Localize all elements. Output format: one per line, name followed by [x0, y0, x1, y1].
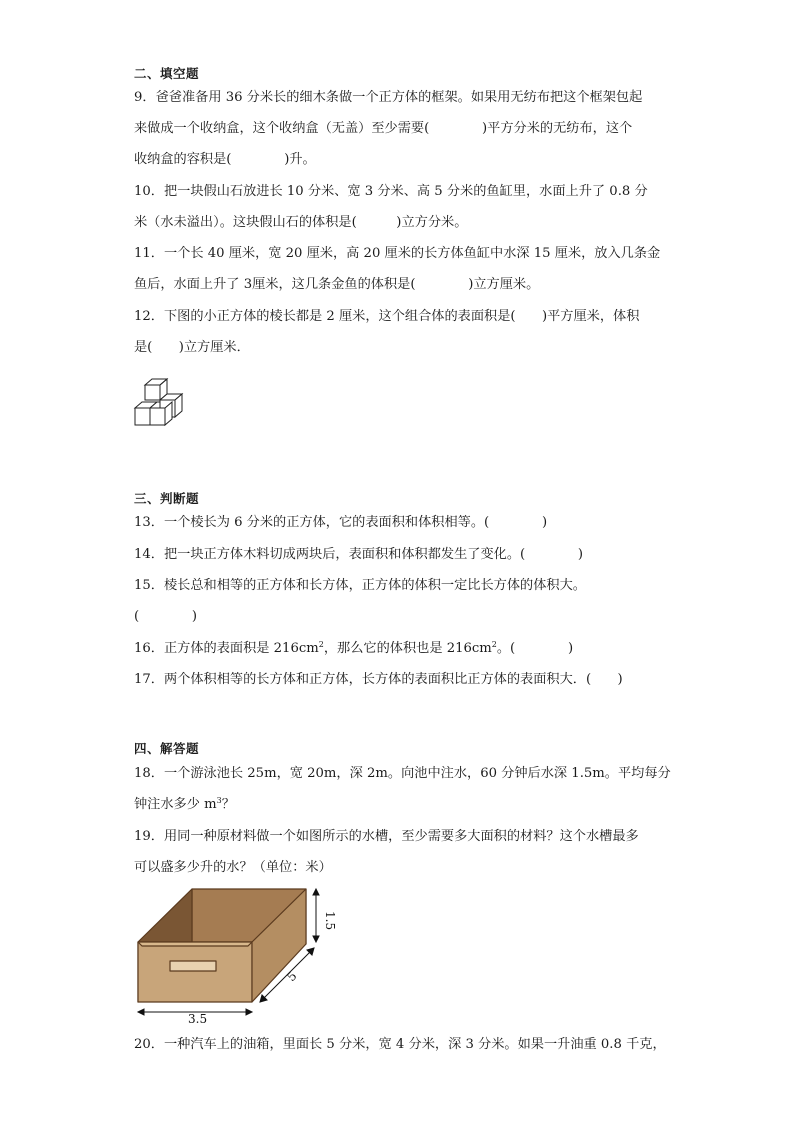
q13-line: 13．一个棱长为 6 分米的正方体，它的表面积和体积相等。( ) — [134, 515, 548, 530]
cubes-combination-figure — [132, 378, 190, 430]
section-title-judgement: 三、判断题 — [134, 491, 200, 506]
q15-line1: 15．棱长总和相等的正方体和长方体，正方体的体积一定比长方体的体积大。 — [134, 578, 586, 593]
trough-height-label: 1.5 — [323, 911, 337, 931]
q14-line: 14．把一块正方体木料切成两块后，表面积和体积都发生了变化。( ) — [134, 547, 584, 562]
q15-line2: ( ) — [134, 609, 198, 624]
section-title-solve: 四、解答题 — [134, 741, 200, 756]
q16-text-pre: 16．正方体的表面积是 216cm — [134, 641, 319, 656]
q16-sup1: 2 — [318, 640, 324, 649]
q9-line1: 9．爸爸准备用 36 分米长的细木条做一个正方体的框架。如果用无纺布把这个框架包起 — [134, 90, 643, 105]
q12-line1: 12．下图的小正方体的棱长都是 2 厘米，这个组合体的表面积是( )平方厘米，体积 — [134, 309, 640, 324]
trough-width-label: 5 — [284, 968, 300, 985]
q9-line2: 来做成一个收纳盒，这个收纳盒（无盖）至少需要( )平方分米的无纺布，这个 — [134, 121, 633, 136]
q18-text-pre: 钟注水多少 m — [134, 797, 217, 812]
water-trough-figure — [130, 884, 350, 1024]
q10-line1: 10．把一块假山石放进长 10 分米、宽 3 分米、高 5 分米的鱼缸里，水面上升了 0.8 分 — [134, 184, 648, 199]
q16-text-mid: ，那么它的体积也是 216cm — [323, 641, 492, 656]
q17-line: 17．两个体积相等的长方体和正方体，长方体的表面积比正方体的表面积大．( ) — [134, 672, 623, 687]
q16-sup2: 2 — [491, 640, 497, 649]
q18-sup: 3 — [216, 796, 222, 805]
q20-line1: 20．一种汽车上的油箱，里面长 5 分米，宽 4 分米，深 3 分米。如果一升油重 0.8 千克， — [134, 1037, 666, 1052]
trough-length-label: 3.5 — [188, 1012, 208, 1024]
q16-text-post: 。( ) — [496, 641, 574, 656]
q18-text-post: ？ — [221, 797, 235, 812]
q18-line2 — [134, 796, 664, 814]
q12-line2: 是( )立方厘米． — [134, 340, 250, 355]
q18-line1: 18．一个游泳池长 25m，宽 20m，深 2m。向池中注水，60 分钟后水深 1.5m。平均每分 — [134, 766, 671, 781]
q10-line2: 米（水未溢出）。这块假山石的体积是( )立方分米。 — [134, 215, 468, 230]
q19-line2: 可以盛多少升的水？（单位：米） — [134, 860, 332, 875]
q9-line3: 收纳盒的容积是( )升。 — [134, 152, 316, 167]
q16-line — [134, 640, 664, 658]
q19-line1: 19．用同一种原材料做一个如图所示的水槽，至少需要多大面积的材料？这个水槽最多 — [134, 829, 639, 844]
section-title-fill-in: 二、填空题 — [134, 66, 200, 81]
q11-line1: 11．一个长 40 厘米，宽 20 厘米，高 20 厘米的长方体鱼缸中水深 15 厘米，放入几条金 — [134, 246, 661, 261]
q11-line2: 鱼后，水面上升了 3厘米，这几条金鱼的体积是( )立方厘米。 — [134, 277, 540, 292]
